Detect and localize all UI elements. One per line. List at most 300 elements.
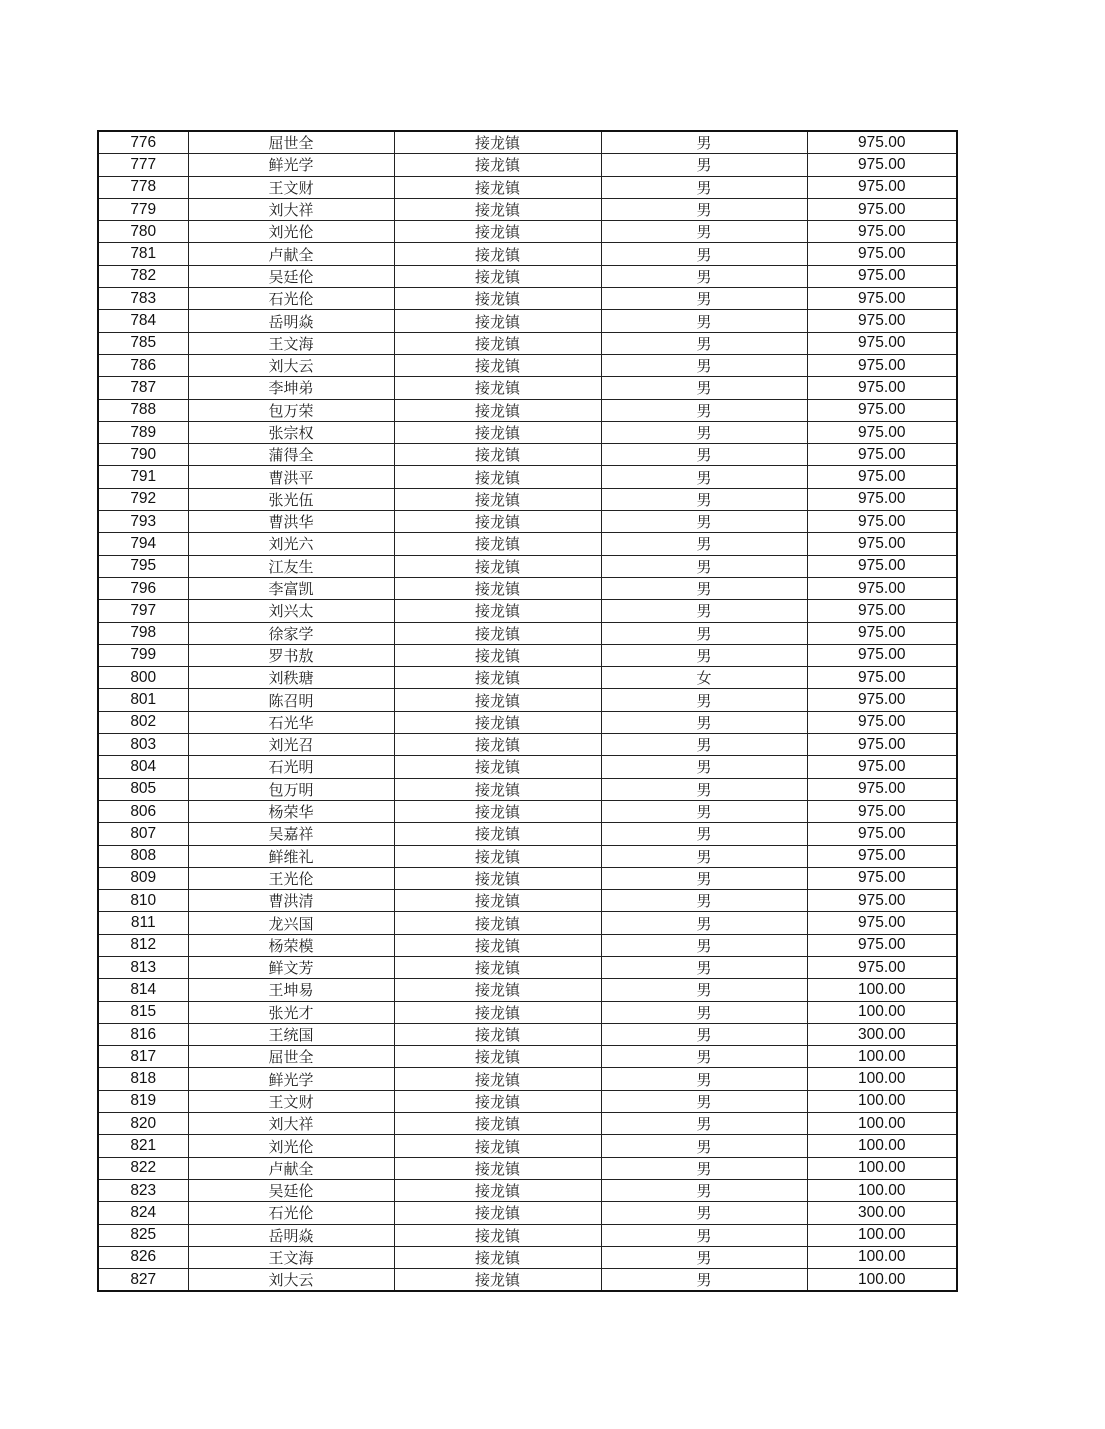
row-number-cell: 802: [98, 711, 188, 733]
table-row: [98, 511, 957, 533]
name-cell: 刘兴太: [188, 600, 394, 622]
row-number-cell: 818: [98, 1068, 188, 1090]
table-row: [98, 1179, 957, 1201]
amount-cell: 975.00: [807, 198, 957, 220]
name-cell: 龙兴国: [188, 912, 394, 934]
table-row: [98, 912, 957, 934]
gender-cell: 男: [601, 243, 807, 265]
table-row: [98, 131, 957, 154]
town-cell: 接龙镇: [394, 1202, 601, 1224]
amount-cell: 975.00: [807, 778, 957, 800]
table-row: [98, 667, 957, 689]
row-number-cell: 780: [98, 221, 188, 243]
table-row: [98, 466, 957, 488]
amount-cell: 975.00: [807, 845, 957, 867]
amount-cell: 975.00: [807, 265, 957, 287]
name-cell: 刘光六: [188, 533, 394, 555]
row-number-cell: 803: [98, 734, 188, 756]
gender-cell: 男: [601, 377, 807, 399]
amount-cell: 975.00: [807, 934, 957, 956]
row-number-cell: 790: [98, 444, 188, 466]
table-row: [98, 734, 957, 756]
amount-cell: 975.00: [807, 310, 957, 332]
gender-cell: 男: [601, 131, 807, 154]
gender-cell: 男: [601, 956, 807, 978]
table-row: [98, 1157, 957, 1179]
row-number-cell: 791: [98, 466, 188, 488]
amount-cell: 975.00: [807, 354, 957, 376]
town-cell: 接龙镇: [394, 1269, 601, 1292]
gender-cell: 男: [601, 1046, 807, 1068]
amount-cell: 975.00: [807, 667, 957, 689]
amount-cell: 975.00: [807, 867, 957, 889]
roster-table: [97, 130, 958, 1292]
amount-cell: 975.00: [807, 488, 957, 510]
table-row: [98, 488, 957, 510]
amount-cell: 300.00: [807, 1202, 957, 1224]
amount-cell: 975.00: [807, 890, 957, 912]
amount-cell: 975.00: [807, 511, 957, 533]
gender-cell: 男: [601, 221, 807, 243]
town-cell: 接龙镇: [394, 1224, 601, 1246]
amount-cell: 975.00: [807, 377, 957, 399]
amount-cell: 975.00: [807, 622, 957, 644]
town-cell: 接龙镇: [394, 577, 601, 599]
row-number-cell: 811: [98, 912, 188, 934]
name-cell: 刘秩瑭: [188, 667, 394, 689]
name-cell: 张光伍: [188, 488, 394, 510]
gender-cell: 男: [601, 1269, 807, 1292]
name-cell: 李坤弟: [188, 377, 394, 399]
table-row: [98, 644, 957, 666]
row-number-cell: 823: [98, 1179, 188, 1201]
row-number-cell: 809: [98, 867, 188, 889]
row-number-cell: 783: [98, 288, 188, 310]
name-cell: 屈世全: [188, 1046, 394, 1068]
name-cell: 王光伦: [188, 867, 394, 889]
town-cell: 接龙镇: [394, 377, 601, 399]
table-row: [98, 377, 957, 399]
amount-cell: 975.00: [807, 332, 957, 354]
table-row: [98, 288, 957, 310]
table-row: [98, 1135, 957, 1157]
amount-cell: 100.00: [807, 1269, 957, 1292]
row-number-cell: 822: [98, 1157, 188, 1179]
town-cell: 接龙镇: [394, 956, 601, 978]
row-number-cell: 795: [98, 555, 188, 577]
town-cell: 接龙镇: [394, 644, 601, 666]
gender-cell: 男: [601, 778, 807, 800]
row-number-cell: 817: [98, 1046, 188, 1068]
town-cell: 接龙镇: [394, 444, 601, 466]
name-cell: 张宗权: [188, 421, 394, 443]
amount-cell: 975.00: [807, 243, 957, 265]
table-row: [98, 956, 957, 978]
town-cell: 接龙镇: [394, 1090, 601, 1112]
row-number-cell: 816: [98, 1023, 188, 1045]
amount-cell: 975.00: [807, 734, 957, 756]
row-number-cell: 777: [98, 154, 188, 176]
table-row: [98, 265, 957, 287]
town-cell: 接龙镇: [394, 800, 601, 822]
table-row: [98, 1113, 957, 1135]
gender-cell: 男: [601, 711, 807, 733]
amount-cell: 100.00: [807, 1157, 957, 1179]
gender-cell: 女: [601, 667, 807, 689]
table-row: [98, 221, 957, 243]
gender-cell: 男: [601, 265, 807, 287]
row-number-cell: 812: [98, 934, 188, 956]
town-cell: 接龙镇: [394, 622, 601, 644]
row-number-cell: 808: [98, 845, 188, 867]
amount-cell: 975.00: [807, 555, 957, 577]
table-row: [98, 1046, 957, 1068]
table-row: [98, 176, 957, 198]
gender-cell: 男: [601, 466, 807, 488]
table-row: [98, 354, 957, 376]
name-cell: 刘大云: [188, 354, 394, 376]
row-number-cell: 779: [98, 198, 188, 220]
row-number-cell: 815: [98, 1001, 188, 1023]
amount-cell: 100.00: [807, 1068, 957, 1090]
name-cell: 王文财: [188, 1090, 394, 1112]
town-cell: 接龙镇: [394, 555, 601, 577]
gender-cell: 男: [601, 823, 807, 845]
town-cell: 接龙镇: [394, 332, 601, 354]
name-cell: 刘大祥: [188, 198, 394, 220]
gender-cell: 男: [601, 1023, 807, 1045]
gender-cell: 男: [601, 1113, 807, 1135]
table-row: [98, 711, 957, 733]
table-row: [98, 1090, 957, 1112]
row-number-cell: 825: [98, 1224, 188, 1246]
name-cell: 张光才: [188, 1001, 394, 1023]
name-cell: 罗书敖: [188, 644, 394, 666]
amount-cell: 975.00: [807, 711, 957, 733]
town-cell: 接龙镇: [394, 466, 601, 488]
town-cell: 接龙镇: [394, 600, 601, 622]
town-cell: 接龙镇: [394, 198, 601, 220]
town-cell: 接龙镇: [394, 867, 601, 889]
name-cell: 王文海: [188, 332, 394, 354]
gender-cell: 男: [601, 399, 807, 421]
table-row: [98, 934, 957, 956]
name-cell: 曹洪清: [188, 890, 394, 912]
row-number-cell: 800: [98, 667, 188, 689]
town-cell: 接龙镇: [394, 778, 601, 800]
town-cell: 接龙镇: [394, 154, 601, 176]
amount-cell: 975.00: [807, 956, 957, 978]
gender-cell: 男: [601, 511, 807, 533]
name-cell: 曹洪平: [188, 466, 394, 488]
town-cell: 接龙镇: [394, 890, 601, 912]
gender-cell: 男: [601, 198, 807, 220]
amount-cell: 100.00: [807, 1113, 957, 1135]
row-number-cell: 806: [98, 800, 188, 822]
amount-cell: 100.00: [807, 1001, 957, 1023]
amount-cell: 975.00: [807, 800, 957, 822]
town-cell: 接龙镇: [394, 421, 601, 443]
amount-cell: 975.00: [807, 444, 957, 466]
name-cell: 李富凯: [188, 577, 394, 599]
town-cell: 接龙镇: [394, 488, 601, 510]
name-cell: 刘光伦: [188, 221, 394, 243]
name-cell: 鲜光学: [188, 1068, 394, 1090]
gender-cell: 男: [601, 890, 807, 912]
gender-cell: 男: [601, 867, 807, 889]
gender-cell: 男: [601, 689, 807, 711]
amount-cell: 100.00: [807, 1224, 957, 1246]
amount-cell: 100.00: [807, 1179, 957, 1201]
gender-cell: 男: [601, 533, 807, 555]
row-number-cell: 784: [98, 310, 188, 332]
amount-cell: 975.00: [807, 533, 957, 555]
gender-cell: 男: [601, 577, 807, 599]
table-row: [98, 756, 957, 778]
gender-cell: 男: [601, 1224, 807, 1246]
name-cell: 卢献全: [188, 1157, 394, 1179]
town-cell: 接龙镇: [394, 288, 601, 310]
amount-cell: 975.00: [807, 577, 957, 599]
table-row: [98, 600, 957, 622]
gender-cell: 男: [601, 934, 807, 956]
row-number-cell: 826: [98, 1246, 188, 1268]
gender-cell: 男: [601, 1001, 807, 1023]
town-cell: 接龙镇: [394, 689, 601, 711]
table-row: [98, 778, 957, 800]
name-cell: 石光伦: [188, 288, 394, 310]
name-cell: 鲜维礼: [188, 845, 394, 867]
amount-cell: 975.00: [807, 221, 957, 243]
town-cell: 接龙镇: [394, 1001, 601, 1023]
table-row: [98, 1269, 957, 1292]
town-cell: 接龙镇: [394, 711, 601, 733]
amount-cell: 100.00: [807, 1046, 957, 1068]
table-row: [98, 243, 957, 265]
town-cell: 接龙镇: [394, 979, 601, 1001]
table-row: [98, 198, 957, 220]
table-row: [98, 310, 957, 332]
name-cell: 王统国: [188, 1023, 394, 1045]
town-cell: 接龙镇: [394, 176, 601, 198]
town-cell: 接龙镇: [394, 243, 601, 265]
gender-cell: 男: [601, 845, 807, 867]
row-number-cell: 793: [98, 511, 188, 533]
table-row: [98, 689, 957, 711]
name-cell: 鲜文芳: [188, 956, 394, 978]
gender-cell: 男: [601, 1202, 807, 1224]
town-cell: 接龙镇: [394, 131, 601, 154]
row-number-cell: 785: [98, 332, 188, 354]
row-number-cell: 821: [98, 1135, 188, 1157]
gender-cell: 男: [601, 154, 807, 176]
row-number-cell: 796: [98, 577, 188, 599]
gender-cell: 男: [601, 332, 807, 354]
table-row: [98, 399, 957, 421]
table-row: [98, 1224, 957, 1246]
town-cell: 接龙镇: [394, 734, 601, 756]
amount-cell: 975.00: [807, 176, 957, 198]
name-cell: 陈召明: [188, 689, 394, 711]
name-cell: 吴廷伦: [188, 265, 394, 287]
table-row: [98, 823, 957, 845]
town-cell: 接龙镇: [394, 845, 601, 867]
name-cell: 王文海: [188, 1246, 394, 1268]
roster-table-body: [98, 131, 957, 1291]
amount-cell: 975.00: [807, 912, 957, 934]
gender-cell: 男: [601, 979, 807, 1001]
town-cell: 接龙镇: [394, 511, 601, 533]
gender-cell: 男: [601, 288, 807, 310]
row-number-cell: 781: [98, 243, 188, 265]
town-cell: 接龙镇: [394, 1179, 601, 1201]
table-row: [98, 533, 957, 555]
gender-cell: 男: [601, 1068, 807, 1090]
table-row: [98, 867, 957, 889]
amount-cell: 975.00: [807, 288, 957, 310]
amount-cell: 100.00: [807, 1135, 957, 1157]
amount-cell: 975.00: [807, 399, 957, 421]
table-row: [98, 154, 957, 176]
table-row: [98, 444, 957, 466]
amount-cell: 975.00: [807, 154, 957, 176]
table-row: [98, 800, 957, 822]
name-cell: 杨荣华: [188, 800, 394, 822]
gender-cell: 男: [601, 1135, 807, 1157]
town-cell: 接龙镇: [394, 1046, 601, 1068]
row-number-cell: 813: [98, 956, 188, 978]
name-cell: 岳明焱: [188, 1224, 394, 1246]
name-cell: 石光伦: [188, 1202, 394, 1224]
town-cell: 接龙镇: [394, 912, 601, 934]
town-cell: 接龙镇: [394, 823, 601, 845]
row-number-cell: 807: [98, 823, 188, 845]
gender-cell: 男: [601, 622, 807, 644]
name-cell: 鲜光学: [188, 154, 394, 176]
name-cell: 吴嘉祥: [188, 823, 394, 845]
town-cell: 接龙镇: [394, 1135, 601, 1157]
gender-cell: 男: [601, 644, 807, 666]
table-row: [98, 979, 957, 1001]
name-cell: 徐家学: [188, 622, 394, 644]
town-cell: 接龙镇: [394, 1157, 601, 1179]
table-row: [98, 622, 957, 644]
name-cell: 石光华: [188, 711, 394, 733]
row-number-cell: 788: [98, 399, 188, 421]
table-row: [98, 845, 957, 867]
name-cell: 吴廷伦: [188, 1179, 394, 1201]
table-row: [98, 421, 957, 443]
row-number-cell: 824: [98, 1202, 188, 1224]
town-cell: 接龙镇: [394, 1113, 601, 1135]
amount-cell: 100.00: [807, 979, 957, 1001]
amount-cell: 975.00: [807, 421, 957, 443]
row-number-cell: 827: [98, 1269, 188, 1292]
row-number-cell: 798: [98, 622, 188, 644]
table-row: [98, 1023, 957, 1045]
row-number-cell: 801: [98, 689, 188, 711]
town-cell: 接龙镇: [394, 934, 601, 956]
row-number-cell: 786: [98, 354, 188, 376]
name-cell: 卢献全: [188, 243, 394, 265]
name-cell: 刘光召: [188, 734, 394, 756]
name-cell: 王文财: [188, 176, 394, 198]
town-cell: 接龙镇: [394, 399, 601, 421]
row-number-cell: 794: [98, 533, 188, 555]
town-cell: 接龙镇: [394, 756, 601, 778]
gender-cell: 男: [601, 488, 807, 510]
amount-cell: 975.00: [807, 689, 957, 711]
amount-cell: 100.00: [807, 1246, 957, 1268]
row-number-cell: 776: [98, 131, 188, 154]
table-row: [98, 332, 957, 354]
row-number-cell: 814: [98, 979, 188, 1001]
name-cell: 曹洪华: [188, 511, 394, 533]
name-cell: 刘大祥: [188, 1113, 394, 1135]
gender-cell: 男: [601, 354, 807, 376]
row-number-cell: 778: [98, 176, 188, 198]
gender-cell: 男: [601, 912, 807, 934]
amount-cell: 975.00: [807, 466, 957, 488]
row-number-cell: 792: [98, 488, 188, 510]
name-cell: 刘光伦: [188, 1135, 394, 1157]
gender-cell: 男: [601, 1090, 807, 1112]
gender-cell: 男: [601, 800, 807, 822]
name-cell: 杨荣模: [188, 934, 394, 956]
gender-cell: 男: [601, 176, 807, 198]
town-cell: 接龙镇: [394, 221, 601, 243]
gender-cell: 男: [601, 1246, 807, 1268]
town-cell: 接龙镇: [394, 310, 601, 332]
row-number-cell: 819: [98, 1090, 188, 1112]
name-cell: 包万荣: [188, 399, 394, 421]
gender-cell: 男: [601, 1157, 807, 1179]
table-row: [98, 555, 957, 577]
table-row: [98, 577, 957, 599]
gender-cell: 男: [601, 421, 807, 443]
name-cell: 江友生: [188, 555, 394, 577]
row-number-cell: 820: [98, 1113, 188, 1135]
name-cell: 刘大云: [188, 1269, 394, 1292]
row-number-cell: 805: [98, 778, 188, 800]
town-cell: 接龙镇: [394, 265, 601, 287]
name-cell: 岳明焱: [188, 310, 394, 332]
row-number-cell: 787: [98, 377, 188, 399]
amount-cell: 300.00: [807, 1023, 957, 1045]
name-cell: 屈世全: [188, 131, 394, 154]
row-number-cell: 782: [98, 265, 188, 287]
town-cell: 接龙镇: [394, 1023, 601, 1045]
amount-cell: 975.00: [807, 756, 957, 778]
amount-cell: 975.00: [807, 644, 957, 666]
row-number-cell: 789: [98, 421, 188, 443]
name-cell: 石光明: [188, 756, 394, 778]
row-number-cell: 804: [98, 756, 188, 778]
town-cell: 接龙镇: [394, 1246, 601, 1268]
name-cell: 王坤易: [188, 979, 394, 1001]
gender-cell: 男: [601, 734, 807, 756]
table-row: [98, 1202, 957, 1224]
row-number-cell: 797: [98, 600, 188, 622]
gender-cell: 男: [601, 555, 807, 577]
gender-cell: 男: [601, 310, 807, 332]
table-row: [98, 890, 957, 912]
amount-cell: 975.00: [807, 600, 957, 622]
row-number-cell: 799: [98, 644, 188, 666]
gender-cell: 男: [601, 1179, 807, 1201]
row-number-cell: 810: [98, 890, 188, 912]
town-cell: 接龙镇: [394, 1068, 601, 1090]
